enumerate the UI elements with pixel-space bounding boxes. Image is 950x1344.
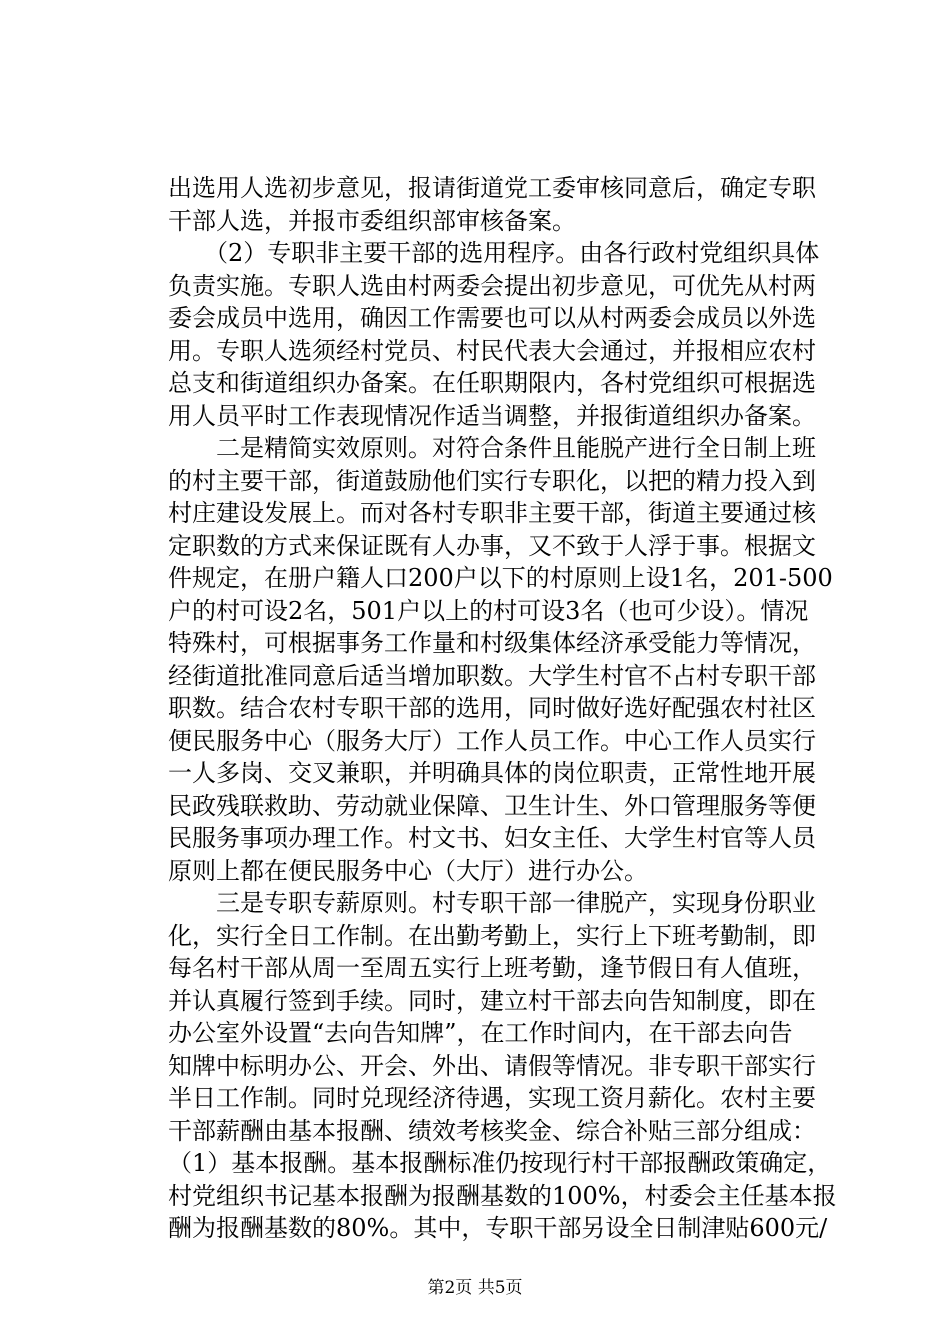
text-line: 户的村可设2名，501户以上的村可设3名（也可少设）。情况	[168, 596, 809, 625]
text-line: 便民服务中心（服务大厅）工作人员工作。中心工作人员实行	[168, 726, 816, 755]
text-line: 村庄建设发展上。而对各村专职非主要干部，街道主要通过核	[168, 499, 816, 527]
text-line: 酬为报酬基数的80%。其中，专职干部另设全日制津贴600元/	[168, 1214, 828, 1242]
text-line: 件规定，在册户籍人口200户以下的村原则上设1名，201-500	[168, 564, 833, 592]
text-line: 二是精简实效原则。对符合条件且能脱产进行全日制上班	[168, 434, 816, 462]
text-line: 定职数的方式来保证既有人办事，又不致于人浮于事。根据文	[168, 531, 816, 560]
text-line: 每名村干部从周一至周五实行上班考勤，逢节假日有人值班，	[168, 954, 816, 982]
text-line: 委会成员中选用，确因工作需要也可以从村两委会成员以外选	[168, 304, 816, 332]
text-line: 半日工作制。同时兑现经济待遇，实现工资月薪化。农村主要	[168, 1084, 816, 1112]
text-line: 并认真履行签到手续。同时，建立村干部去向告知制度，即在	[168, 986, 816, 1015]
text-line: 原则上都在便民服务中心（大厅）进行办公。	[168, 856, 648, 885]
text-line: 负责实施。专职人选由村两委会提出初步意见，可优先从村两	[168, 271, 816, 300]
text-line: 的村主要干部，街道鼓励他们实行专职化，以把的精力投入到	[168, 466, 816, 495]
text-line: 民政残联救助、劳动就业保障、卫生计生、外口管理服务等便	[168, 791, 816, 820]
text-line: 用人员平时工作表现情况作适当调整，并报街道组织办备案。	[168, 401, 816, 430]
text-line: 经街道批准同意后适当增加职数。大学生村官不占村专职干部	[168, 661, 816, 690]
text-line: 特殊村，可根据事务工作量和村级集体经济承受能力等情况，	[168, 629, 816, 657]
text-line: 干部人选，并报市委组织部审核备案。	[168, 206, 576, 235]
text-line: 一人多岗、交叉兼职，并明确具体的岗位职责，正常性地开展	[168, 759, 816, 787]
text-line: （2）专职非主要干部的选用程序。由各行政村党组织具体	[168, 239, 820, 267]
text-line: 干部薪酬由基本报酬、绩效考核奖金、综合补贴三部分组成：	[168, 1116, 816, 1145]
page-number-footer: 第2页 共5页	[427, 1278, 523, 1298]
text-line: （1）基本报酬。基本报酬标准仍按现行村干部报酬政策确定，	[168, 1149, 832, 1177]
text-line: 村党组织书记基本报酬为报酬基数的100%，村委会主任基本报	[168, 1181, 837, 1210]
text-line: 出选用人选初步意见，报请街道党工委审核同意后，确定专职	[168, 174, 816, 202]
text-line: 化，实行全日工作制。在出勤考勤上，实行上下班考勤制，即	[168, 921, 816, 950]
document-body	[168, 172, 837, 1245]
text-line: 三是专职专薪原则。村专职干部一律脱产，实现身份职业	[168, 889, 816, 917]
text-line: 职数。结合农村专职干部的选用，同时做好选好配强农村社区	[168, 694, 816, 722]
text-line: 民服务事项办理工作。村文书、妇女主任、大学生村官等人员	[168, 824, 816, 852]
text-line: 办公室外设置“去向告知牌”，在工作时间内，在干部去向告	[168, 1019, 793, 1047]
text-line: 总支和街道组织办备案。在任职期限内，各村党组织可根据选	[168, 369, 816, 397]
text-line: 用。专职人选须经村党员、村民代表大会通过，并报相应农村	[168, 336, 816, 365]
text-line: 知牌中标明办公、开会、外出、请假等情况。非专职干部实行	[168, 1051, 816, 1080]
